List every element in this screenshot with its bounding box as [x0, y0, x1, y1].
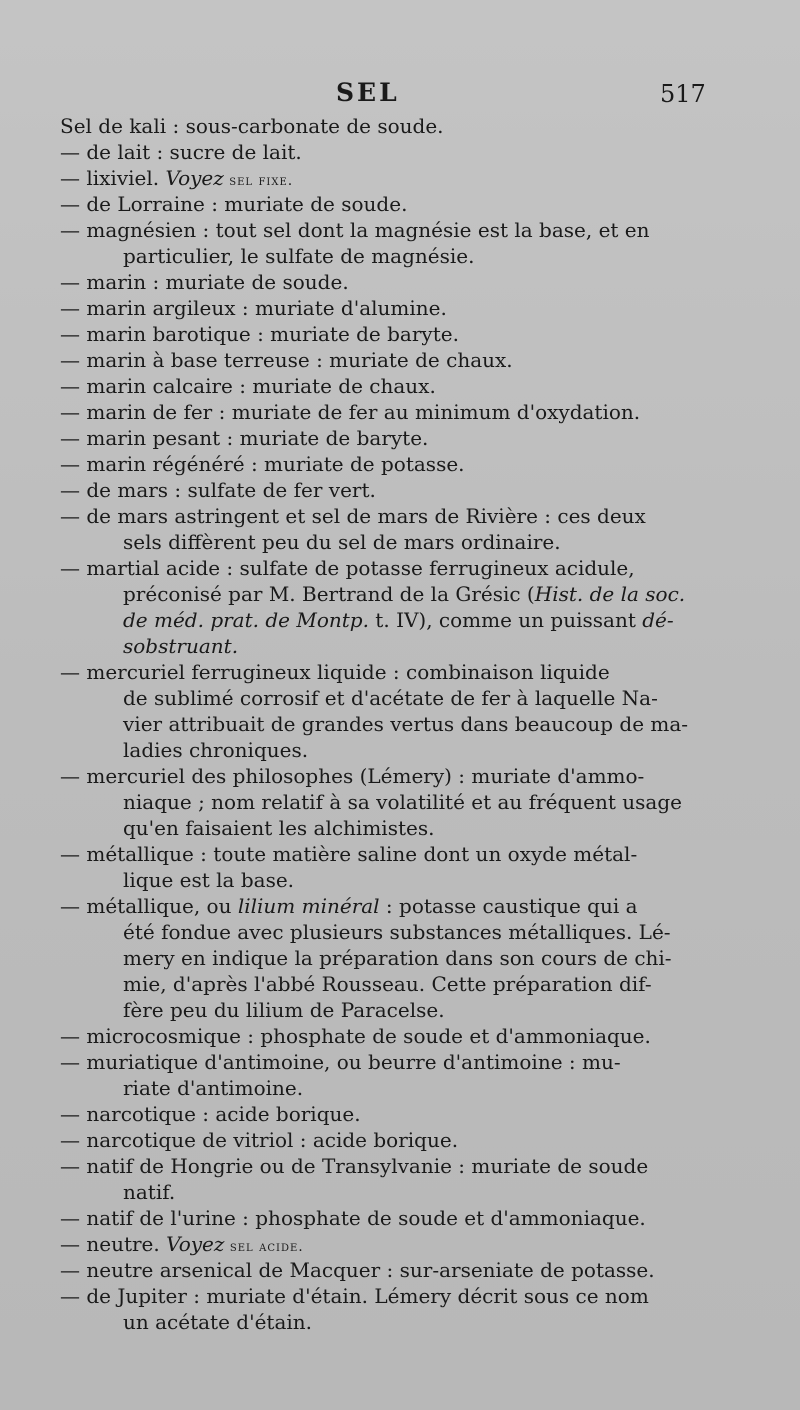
entry-continuation: mery en indique la préparation dans son cours de chi-: [123, 946, 672, 970]
entry-line: — neutre arsenical de Macquer : sur-arseniate de potasse.: [60, 1258, 655, 1282]
entry-line: — marin régénéré : muriate de potasse.: [60, 452, 465, 476]
entry-continuation: mie, d'après l'abbé Rousseau. Cette préparation dif-: [123, 972, 652, 996]
entry-continuation: particulier, le sulfate de magnésie.: [123, 244, 475, 268]
entry-continuation: sels diffèrent peu du sel de mars ordinaire.: [123, 530, 561, 554]
entry-line: — marin argileux : muriate d'alumine.: [60, 296, 447, 320]
entry-line: — magnésien : tout sel dont la magnésie est la base, et en: [60, 218, 650, 242]
entry-line: — narcotique : acide borique.: [60, 1102, 361, 1126]
entry-line: — métallique : toute matière saline dont un oxyde métal-: [60, 842, 638, 866]
entry-continuation: un acétate d'étain.: [123, 1310, 313, 1334]
entry-continuation: fère peu du lilium de Paracelse.: [123, 998, 445, 1022]
entry-line: — muriatique d'antimoine, ou beurre d'antimoine : mu-: [60, 1050, 621, 1074]
entry-line: — de mars astringent et sel de mars de Rivière : ces deux: [60, 504, 646, 528]
entry-line: — mercuriel ferrugineux liquide : combinaison liquide: [60, 660, 610, 684]
entry-continuation: natif.: [123, 1180, 176, 1204]
entry-continuation: de méd. prat. de Montp. t. IV), comme un puissant dé-: [123, 608, 674, 632]
entry-line: — marin de fer : muriate de fer au minimum d'oxydation.: [60, 400, 641, 424]
entry-line: — marin pesant : muriate de baryte.: [60, 426, 429, 450]
entry-continuation: qu'en faisaient les alchimistes.: [123, 816, 435, 840]
page-header: [0, 78, 800, 112]
entry-line: — narcotique de vitriol : acide borique.: [60, 1128, 459, 1152]
entry-line: — lixiviel. Voyez sel fixe.: [60, 166, 294, 190]
entry-continuation: été fondue avec plusieurs substances métalliques. Lé-: [123, 920, 671, 944]
dictionary-entries: [60, 113, 710, 1335]
entry-line: — de Jupiter : muriate d'étain. Lémery décrit sous ce nom: [60, 1284, 649, 1308]
entry-line: — métallique, ou lilium minéral : potasse caustique qui a: [60, 894, 638, 918]
entry-line: — microcosmique : phosphate de soude et d'ammoniaque.: [60, 1024, 651, 1048]
entry-continuation: riate d'antimoine.: [123, 1076, 304, 1100]
running-head: SEL: [336, 78, 400, 107]
entry-continuation: de sublimé corrosif et d'acétate de fer à laquelle Na-: [123, 686, 658, 710]
entry-line: — marin calcaire : muriate de chaux.: [60, 374, 436, 398]
entry-line: — mercuriel des philosophes (Lémery) : muriate d'ammo-: [60, 764, 645, 788]
entry-continuation: vier attribuait de grandes vertus dans beaucoup de ma-: [123, 712, 689, 736]
entry-line: — de Lorraine : muriate de soude.: [60, 192, 408, 216]
entry-line: — natif de Hongrie ou de Transylvanie : muriate de soude: [60, 1154, 649, 1178]
entry-continuation: niaque ; nom relatif à sa volatilité et au fréquent usage: [123, 790, 682, 814]
entry-line: — natif de l'urine : phosphate de soude et d'ammoniaque.: [60, 1206, 646, 1230]
page-number: 517: [660, 80, 706, 108]
entry-continuation: préconisé par M. Bertrand de la Grésic (Hist. de la soc.: [123, 582, 686, 606]
entry-line: — neutre. Voyez sel acide.: [60, 1232, 304, 1256]
entry-continuation: ladies chroniques.: [123, 738, 309, 762]
entry-continuation: lique est la base.: [123, 868, 295, 892]
entry-line: — martial acide : sulfate de potasse ferrugineux acidule,: [60, 556, 635, 580]
entry-line: — de lait : sucre de lait.: [60, 140, 302, 164]
entry-line: — marin à base terreuse : muriate de chaux.: [60, 348, 513, 372]
entry-line: — marin : muriate de soude.: [60, 270, 349, 294]
entry-line: — marin barotique : muriate de baryte.: [60, 322, 459, 346]
entry-line: Sel de kali : sous-carbonate de soude.: [60, 114, 444, 138]
entry-continuation: sobstruant.: [123, 634, 239, 658]
entry-line: — de mars : sulfate de fer vert.: [60, 478, 376, 502]
